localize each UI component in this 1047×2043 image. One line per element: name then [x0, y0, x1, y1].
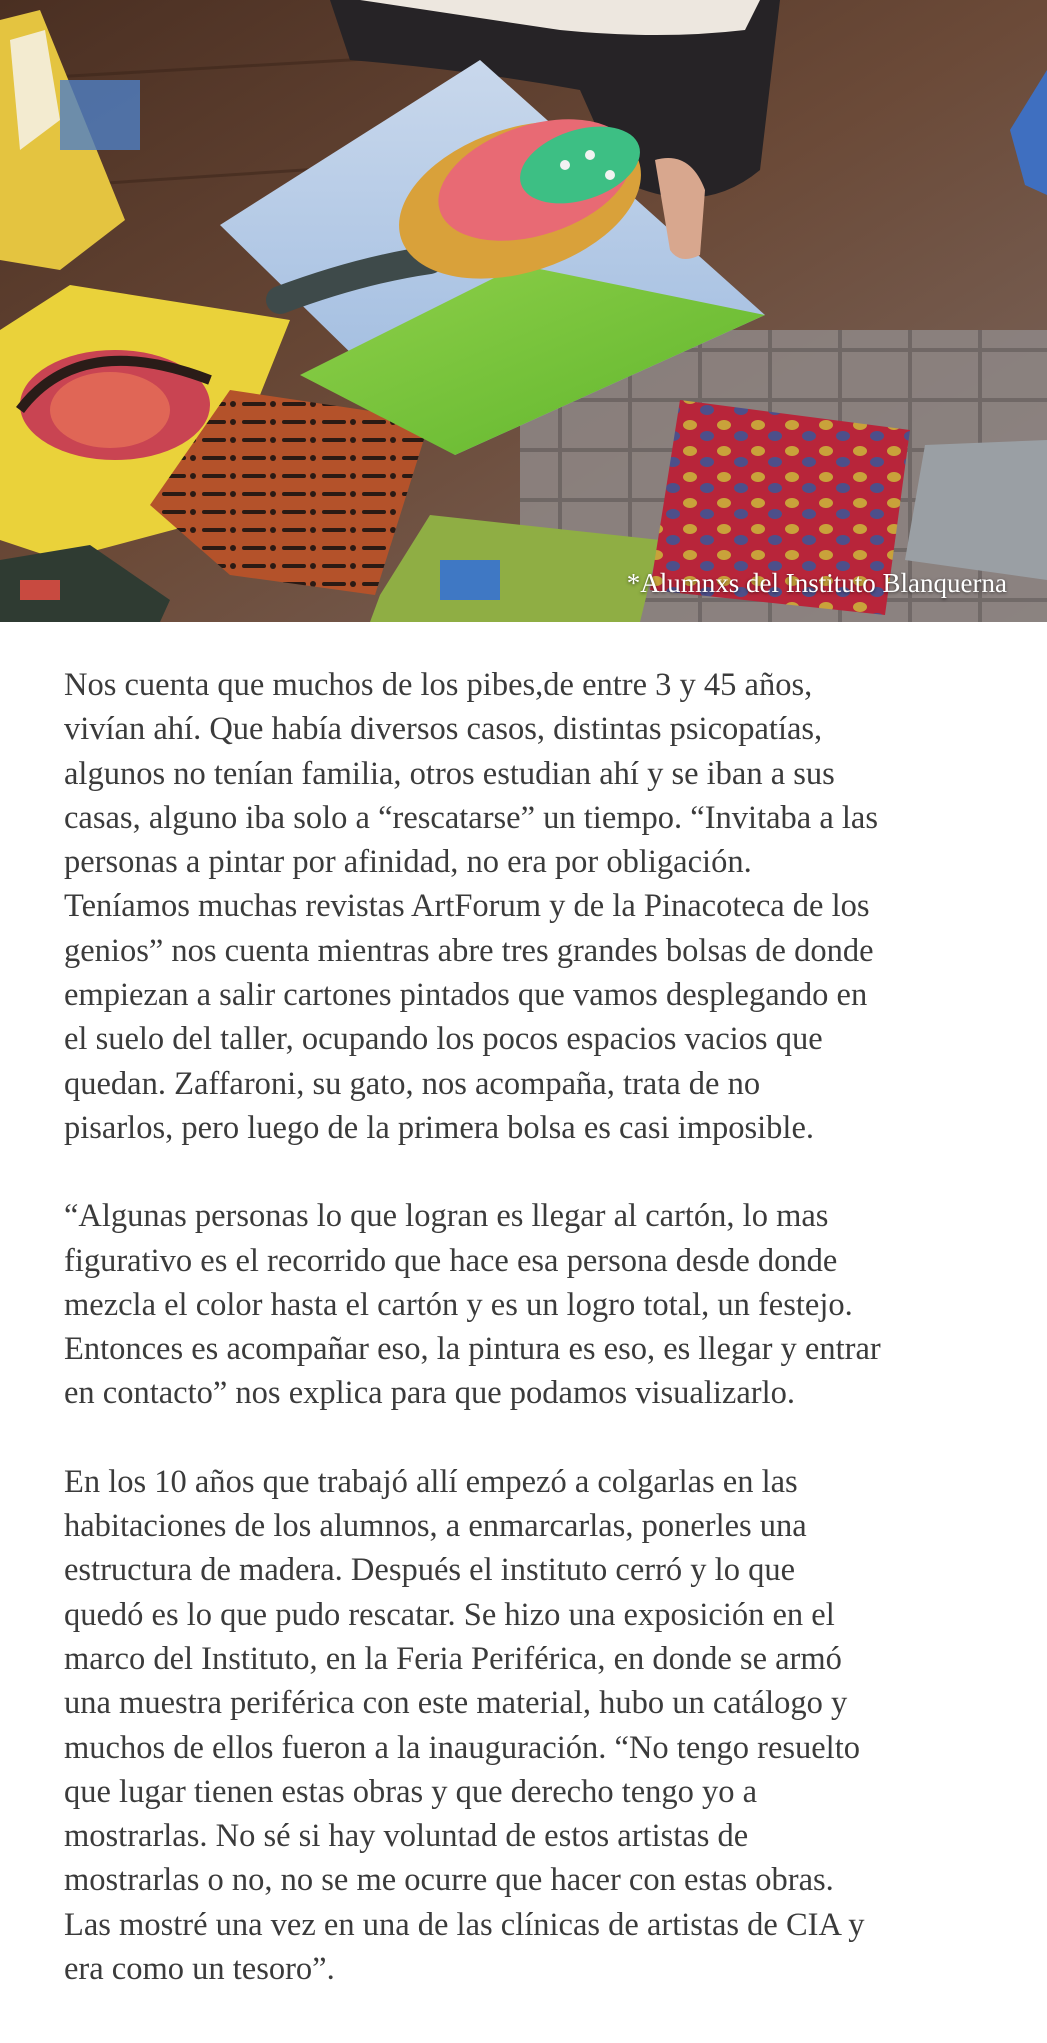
- article-body: [64, 663, 1004, 2035]
- photo-caption: *Alumnxs del Instituto Blanquerna: [626, 568, 1007, 598]
- article-paragraph-3: En los 10 años que trabajó allí empezó a colgarlas en las habitaciones de los alumnos, a enmarcarlas, ponerles una estructura de madera. Después el instituto cerró y lo que quedó es lo que pudo rescatar. Se hizo una exposición en el marco del Instituto, en la Feria Periférica, en donde se armó una muestra periférica con este material, hubo un catálogo y muchos de ellos fueron a la inauguración. “No tengo resuelto que lugar tienen estas obras y que derecho tengo yo a mostrarlas. No sé si hay voluntad de estos artistas de mostrarlas o no, no se me ocurre que hacer con estas obras. Las mostré una vez en una de las clínicas de artistas de CIA y era como un tesoro”.: [64, 1463, 865, 1988]
- article-paragraph-2: “Algunas personas lo que logran es llegar al cartón, lo mas figurativo es el recorrido que hace esa persona desde donde mezcla el color hasta el cartón y es un logro total, un festejo. Entonces es acompañar eso, la pintura es eso, es llegar y entrar en contacto” nos explica para que podamos visualizarlo.: [64, 1198, 881, 1412]
- header-photo: [0, 0, 1047, 622]
- painted-cardboards-photo: [0, 0, 1047, 622]
- article-paragraph-1: Nos cuenta que muchos de los pibes,de entre 3 y 45 años, vivían ahí. Que había diversos casos, distintas psicopatías, algunos no tenían familia, otros estudian ahí y se iban a sus casas, alguno iba solo a “rescatarse” un tiempo. “Invitaba a las personas a pintar por afinidad, no era por obligación. Teníamos muchas revistas ArtForum y de la Pinacoteca de los genios” nos cuenta mientras abre tres grandes bolsas de donde empiezan a salir cartones pintados que vamos desplegando en el suelo del taller, ocupando los pocos espacios vacios que quedan. Zaffaroni, su gato, nos acompaña, trata de no pisarlos, pero luego de la primera bolsa es casi imposible.: [64, 667, 878, 1146]
